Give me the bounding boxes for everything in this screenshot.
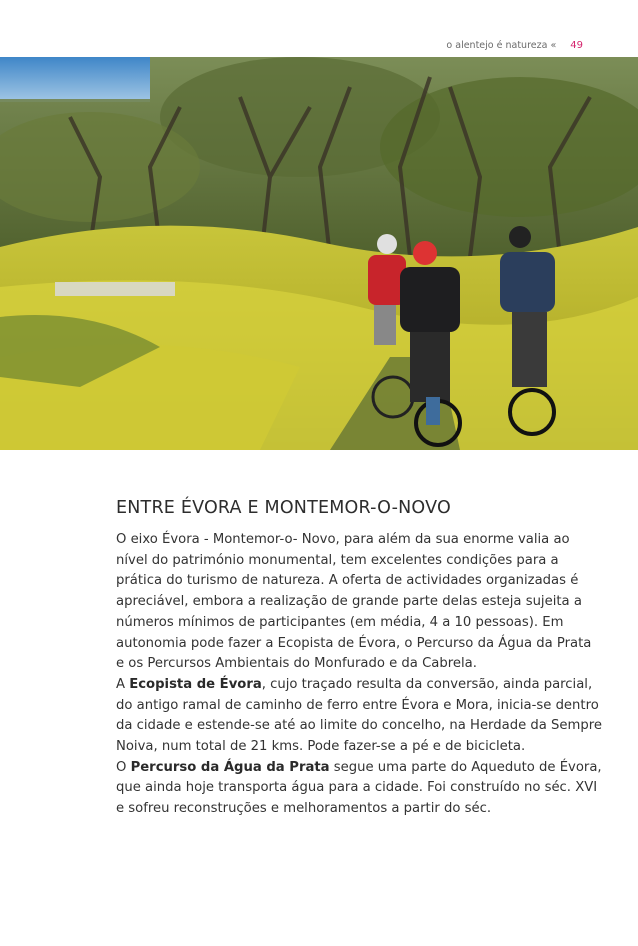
- percurso-name: Percurso da Água da Prata: [130, 759, 330, 775]
- paragraph-agua-da-prata: [116, 758, 602, 820]
- article-title: ENTRE ÉVORA E MONTEMOR-O-NOVO: [116, 497, 451, 518]
- paragraph-ecopista: [116, 675, 602, 758]
- section-label: o alentejo é natureza «: [446, 40, 557, 51]
- cyclists-illustration: [0, 57, 638, 450]
- article-body: [116, 530, 602, 820]
- paragraph-lead: O: [116, 759, 131, 775]
- page-number: 49: [570, 40, 583, 51]
- running-header: [446, 40, 583, 51]
- paragraph-text: , cujo traçado resulta da conversão, ainda parcial, do antigo ramal de caminho de ferro entre Évora e Mora, inicia-se dentro da cidade e estende-se até ao limite do concelho, na Herdade da Sempre Noiva, num total de 21 kms. Pode fazer-se a pé e de bicicleta.: [116, 676, 602, 755]
- paragraph-text: segue uma parte do Aqueduto de Évora, que ainda hoje transporta água para a cidade. Foi construído no séc. XVI e sofreu reconstruções e melhoramentos a partir do séc.: [116, 759, 602, 817]
- paragraph-lead: A: [116, 676, 130, 692]
- paragraph-intro: O eixo Évora - Montemor-o- Novo, para além da sua enorme valia ao nível do património monumental, tem excelentes condições para a prática do turismo de natureza. A oferta de actividades organizadas é apreciável, embora a realização de grande parte delas esteja sujeita a números mínimos de participantes (em média, 4 a 10 pessoas). Em autonomia pode fazer a Ecopista de Évora, o Percurso da Água da Prata e os Percursos Ambientais do Monfurado e da Cabrela.: [116, 532, 592, 672]
- ecopista-name: Ecopista de Évora: [129, 676, 262, 692]
- cycling-photo: [0, 57, 638, 450]
